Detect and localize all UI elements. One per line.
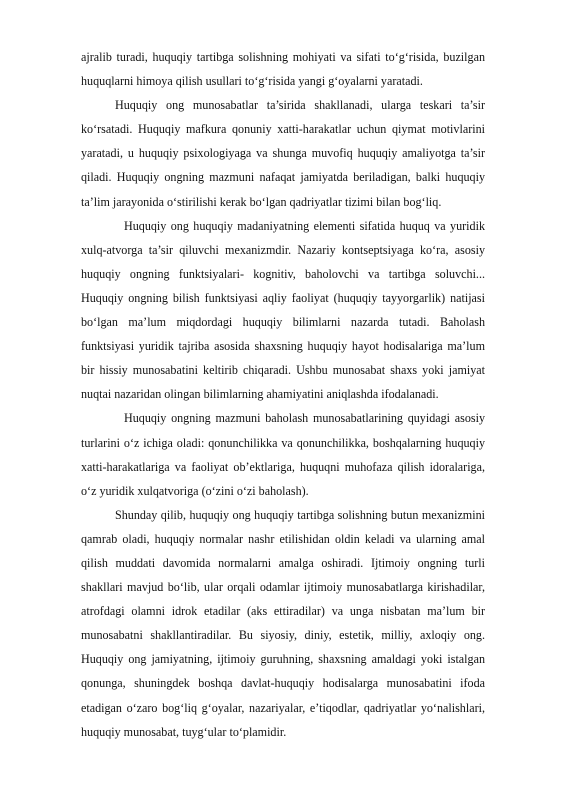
paragraph-5: Shunday qilib, huquqiy ong huquqiy tartibga solishning butun mexanizmini qamrab oladi, huquqiy normalar nashr etilishidan oldin keladi va ularning amal qilish muddati davomida normalarni amalga oshiradi. Ijtimoiy ongning turli shakllari mavjud bo‘lib, ular orqali odamlar ijtimoiy munosabatlarga kirishadilar, atrofdagi olamni idrok etadilar (aks ettiradilar) va unga nisbatan ma’lum bir munosabatni shakllantiradilar. Bu siyosiy, diniy, estetik, milliy, axloqiy ong. Huquqiy ong jamiyatning, ijtimoiy guruhning, shaxsning amaldagi yoki istalgan qonunga, shuningdek boshqa davlat-huquqiy hodisalarga munosabatini ifoda etadigan o‘zaro bog‘liq g‘oyalar, nazariyalar, e’tiqodlar, qadriyatlar yo‘nalishlari, huquqiy munosabat, tuyg‘ular to‘plamidir. bbox=[81, 507, 485, 739]
paragraph-1: ajralib turadi, huquqiy tartibga solishning mohiyati va sifati to‘g‘risida, buzilgan huquqlarni himoya qilish usullari to‘g‘risida yangi g‘oyalarni yaratadi. bbox=[81, 50, 485, 89]
paragraph-2: Huquqiy ong munosabatlar ta’sirida shakllanadi, ularga teskari ta’sir ko‘rsatadi. Huquqiy mafkura qonuniy xatti-harakatlar uchun qiymat motivlarini yaratadi, u huquqiy psixologiyaga va shunga muvofiq huquqiy amaliyotga ta’sir qiladi. Huquqiy ongning mazmuni nafaqat jamiyatda beriladigan, balki huquqiy ta’lim jarayonida o‘stirilishi kerak bo‘lgan qadriyatlar tizimi bilan bog‘liq. bbox=[81, 98, 485, 209]
document-body bbox=[81, 45, 485, 744]
paragraph-4: Huquqiy ongning mazmuni baholash munosabatlarining quyidagi asosiy turlarini o‘z ichiga oladi: qonunchilikka va qonunchilikka, boshqalarning huquqiy xatti-harakatlariga va faoliyat ob’ektlariga, huquqni muhofaza qilish idoralariga, o‘z yuridik xulqatvoriga (o‘zini o‘zi baholash). bbox=[81, 411, 485, 498]
paragraph-3: Huquqiy ong huquqiy madaniyatning elementi sifatida huquq va yuridik xulq-atvorga ta’sir qiluvchi mexanizmdir. Nazariy kontseptsiyaga ko‘ra, asosiy huquqiy ongning funktsiyalari- kognitiv, baholovchi va tartibga soluvchi... Huquqiy ongning bilish funktsiyasi aqliy faoliyat (huquqiy tayyorgarlik) natijasi bo‘lgan ma’lum miqdordagi huquqiy bilimlarni nazarda tutadi. Baholash funktsiyasi yuridik tajriba asosida shaxsning huquqiy hayot hodisalariga ma’lum bir hissiy munosabatini keltirib chiqaradi. Ushbu munosabat shaxs yoki jamiyat nuqtai nazaridan olingan bilimlarning ahamiyatini aniqlashda ifodalanadi. bbox=[81, 218, 485, 402]
